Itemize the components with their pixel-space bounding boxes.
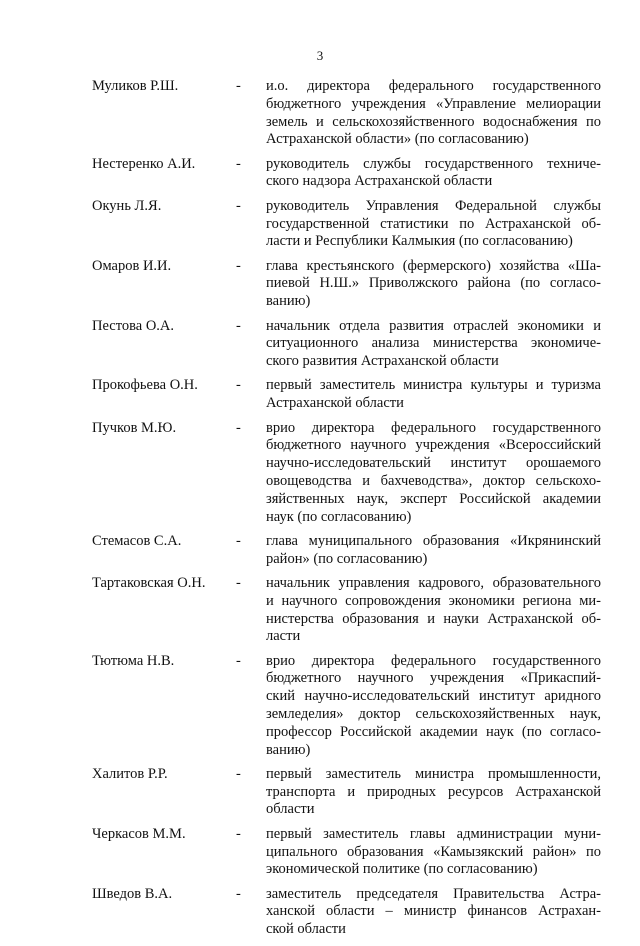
member-name: Тартаковская О.Н. bbox=[92, 574, 206, 591]
role-line: первый заместитель министра промышленности, bbox=[266, 765, 601, 782]
role-line: зяйственных наук, эксперт Российской академии bbox=[266, 490, 601, 507]
separator-dash: - bbox=[236, 532, 241, 549]
separator-dash: - bbox=[236, 257, 241, 274]
member-role bbox=[266, 575, 601, 646]
separator-dash: - bbox=[236, 419, 241, 436]
separator-dash: - bbox=[236, 377, 241, 394]
role-line: первый заместитель министра культуры и туризма bbox=[266, 377, 601, 394]
list-item bbox=[0, 766, 640, 819]
member-name: Прокофьева О.Н. bbox=[92, 377, 198, 394]
role-line: овощеводства и бахчеводства», доктор сельскохо- bbox=[266, 472, 601, 489]
role-line: ципального образования «Камызякский район» по bbox=[266, 843, 601, 860]
member-role bbox=[266, 533, 601, 569]
member-name: Окунь Л.Я. bbox=[92, 197, 162, 214]
member-list bbox=[0, 78, 640, 946]
role-line: бюджетного научного учреждения «Всероссийский bbox=[266, 437, 601, 454]
member-name: Нестеренко А.И. bbox=[92, 155, 196, 172]
list-item bbox=[0, 78, 640, 149]
role-line: ласти bbox=[266, 628, 301, 645]
separator-dash: - bbox=[236, 825, 241, 842]
separator-dash: - bbox=[236, 155, 241, 172]
member-role bbox=[266, 766, 601, 819]
role-line: руководитель службы государственного техниче- bbox=[266, 155, 601, 172]
role-line: научно-исследовательский институт орошаемого bbox=[266, 455, 601, 472]
role-line: и.о. директора федерального государственного bbox=[266, 78, 601, 94]
separator-dash: - bbox=[236, 197, 241, 214]
list-item bbox=[0, 258, 640, 311]
role-line: ванию) bbox=[266, 741, 311, 758]
member-name: Пестова О.А. bbox=[92, 317, 175, 334]
member-role bbox=[266, 156, 601, 192]
role-line: бюджетного учреждения «Управление мелиорации bbox=[266, 95, 601, 112]
member-name: Шведов В.А. bbox=[92, 885, 173, 902]
role-line: начальник отдела развития отраслей экономики и bbox=[266, 317, 601, 334]
list-item bbox=[0, 318, 640, 371]
role-line: ванию) bbox=[266, 293, 311, 310]
role-line: ситуационного анализа министерства экономиче- bbox=[266, 335, 601, 352]
member-name: Омаров И.И. bbox=[92, 257, 172, 274]
list-item bbox=[0, 156, 640, 192]
list-item bbox=[0, 420, 640, 527]
separator-dash: - bbox=[236, 765, 241, 782]
role-line: врио директора федерального государственного bbox=[266, 652, 601, 669]
member-role bbox=[266, 198, 601, 251]
member-name: Муликов Р.Ш. bbox=[92, 78, 179, 94]
role-line: ласти и Республики Калмыкия (по согласованию) bbox=[266, 233, 573, 250]
member-role bbox=[266, 377, 601, 413]
separator-dash: - bbox=[236, 317, 241, 334]
role-line: начальник управления кадрового, образовательного bbox=[266, 574, 601, 591]
member-name: Стемасов С.А. bbox=[92, 532, 182, 549]
page-number: 3 bbox=[316, 48, 324, 63]
role-line: первый заместитель главы администрации муни- bbox=[266, 825, 601, 842]
role-line: профессор Российской академии наук (по согласо- bbox=[266, 723, 601, 740]
role-line: земель и сельскохозяйственного водоснабжения по bbox=[266, 113, 601, 130]
role-line: заместитель председателя Правительства Астра- bbox=[266, 885, 601, 902]
member-role bbox=[266, 886, 601, 939]
role-line: бюджетного научного учреждения «Прикаспий- bbox=[266, 670, 601, 687]
separator-dash: - bbox=[236, 652, 241, 669]
separator-dash: - bbox=[236, 78, 241, 94]
role-line: ского развития Астраханской области bbox=[266, 353, 499, 370]
list-item bbox=[0, 533, 640, 569]
member-role bbox=[266, 258, 601, 311]
list-item bbox=[0, 653, 640, 760]
role-line: руководитель Управления Федеральной службы bbox=[266, 197, 601, 214]
role-line: государственной статистики по Астраханской об- bbox=[266, 215, 601, 232]
list-item bbox=[0, 886, 640, 939]
member-name: Черкасов М.М. bbox=[92, 825, 186, 842]
separator-dash: - bbox=[236, 885, 241, 902]
list-item bbox=[0, 575, 640, 646]
role-line: Астраханской области» (по согласованию) bbox=[266, 131, 529, 148]
role-line: район» (по согласованию) bbox=[266, 550, 428, 567]
role-line: нистерства образования и науки Астраханской об- bbox=[266, 610, 601, 627]
role-line: Астраханской области bbox=[266, 395, 404, 412]
member-role bbox=[266, 78, 601, 149]
separator-dash: - bbox=[236, 574, 241, 591]
role-line: области bbox=[266, 801, 315, 818]
member-role bbox=[266, 318, 601, 371]
role-line: пиевой Н.Ш.» Приволжского района (по согласо- bbox=[266, 275, 601, 292]
role-line: глава муниципального образования «Икрянинский bbox=[266, 532, 601, 549]
role-line: и научного сопровождения экономики региона ми- bbox=[266, 592, 601, 609]
role-line: ский научно-исследовательский институт аридного bbox=[266, 688, 601, 705]
role-line: ской области bbox=[266, 921, 346, 938]
role-line: ханской области – министр финансов Астрахан- bbox=[266, 903, 601, 920]
role-line: врио директора федерального государственного bbox=[266, 419, 601, 436]
role-line: глава крестьянского (фермерского) хозяйства «Ша- bbox=[266, 257, 601, 274]
list-item bbox=[0, 377, 640, 413]
role-line: ского надзора Астраханской области bbox=[266, 173, 493, 190]
role-line: экономической политике (по согласованию) bbox=[266, 861, 538, 878]
role-line: наук (по согласованию) bbox=[266, 508, 412, 525]
role-line: земледелия» доктор сельскохозяйственных наук, bbox=[266, 706, 601, 722]
member-role bbox=[266, 653, 601, 760]
member-role bbox=[266, 826, 601, 879]
role-line: транспорта и природных ресурсов Астраханской bbox=[266, 783, 601, 800]
list-item bbox=[0, 826, 640, 879]
member-name: Пучков М.Ю. bbox=[92, 419, 177, 436]
member-name: Халитов Р.Р. bbox=[92, 765, 168, 782]
member-name: Тютюма Н.В. bbox=[92, 652, 175, 669]
member-role bbox=[266, 420, 601, 527]
list-item bbox=[0, 198, 640, 251]
